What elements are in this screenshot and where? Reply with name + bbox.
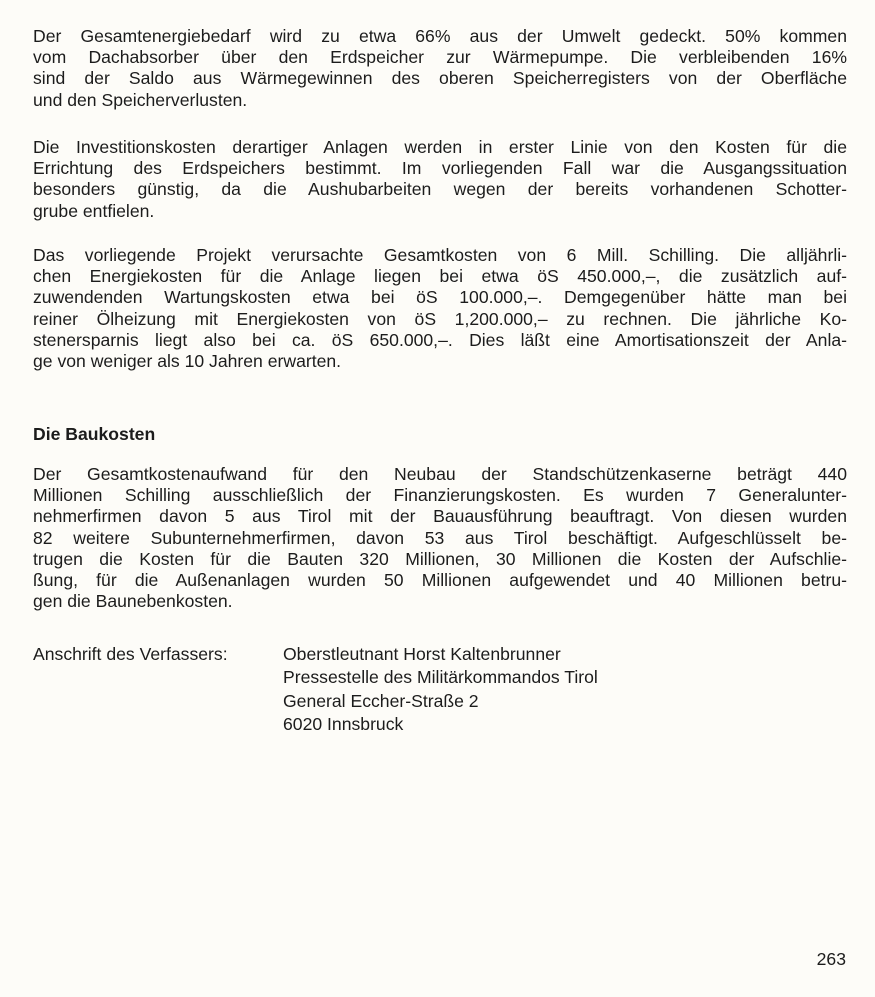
paragraph-construction-costs [33, 464, 847, 612]
text-line: grube entfielen. [33, 200, 155, 221]
text-line: Der Gesamtenergiebedarf wird zu etwa 66% aus der Umwelt gedeckt. 50% kommen [33, 26, 847, 46]
address-line: Pressestelle des Militärkommandos Tirol [283, 667, 598, 688]
text-line: und den Speicherverlusten. [33, 89, 248, 110]
text-line: ßung, für die Außenanlagen wurden 50 Millionen aufgewendet und 40 Millionen betru- [33, 569, 847, 590]
paragraph-investment-costs [33, 137, 847, 222]
text-line: trugen die Kosten für die Bauten 320 Millionen, 30 Millionen die Kosten der Aufschlie- [33, 548, 847, 569]
text-line: Das vorliegende Projekt verursachte Gesamtkosten von 6 Mill. Schilling. Die alljährli- [33, 245, 847, 265]
address-line: General Eccher-Straße 2 [283, 690, 479, 711]
paragraph-project-costs [33, 245, 847, 372]
section-heading: Die Baukosten [33, 424, 156, 444]
address-lines [283, 643, 598, 736]
address-line: Oberstleutnant Horst Kaltenbrunner [283, 644, 561, 664]
text-line: sind der Saldo aus Wärmegewinnen des oberen Speicherregisters von der Oberfläche [33, 68, 847, 89]
text-line: besonders günstig, da die Aushubarbeiten wegen der bereits vorhandenen Schotter- [33, 179, 847, 200]
text-line: vom Dachabsorber über den Erdspeicher zur Wärmepumpe. Die verbleibenden 16% [33, 47, 847, 68]
text-line: gen die Baunebenkosten. [33, 591, 233, 612]
text-line: stenersparnis liegt also bei ca. öS 650.000,–. Dies läßt eine Amortisationszeit der Anla- [33, 329, 847, 350]
address-line: 6020 Innsbruck [283, 713, 404, 734]
text-line: Errichtung des Erdspeichers bestimmt. Im vorliegenden Fall war die Ausgangssituation [33, 158, 847, 179]
text-line: Die Investitionskosten derartiger Anlagen werden in erster Linie von den Kosten für die [33, 137, 847, 157]
address-label: Anschrift des Verfassers: [33, 644, 228, 664]
paragraph-energy-demand [33, 26, 847, 111]
text-line: Millionen Schilling ausschließlich der Finanzierungskosten. Es wurden 7 Generalunter- [33, 485, 847, 506]
text-line: reiner Ölheizung mit Energiekosten von öS 1,200.000,– zu rechnen. Die jährliche Ko- [33, 308, 847, 329]
text-line: Der Gesamtkostenaufwand für den Neubau der Standschützenkaserne beträgt 440 [33, 464, 847, 484]
text-line: 82 weitere Subunternehmerfirmen, davon 53 aus Tirol beschäftigt. Aufgeschlüsselt be- [33, 527, 847, 548]
text-line: nehmerfirmen davon 5 aus Tirol mit der Bauausführung beauftragt. Von diesen wurden [33, 506, 847, 527]
text-line: chen Energiekosten für die Anlage liegen bei etwa öS 450.000,–, die zusätzlich auf- [33, 266, 847, 287]
page-number: 263 [816, 949, 846, 969]
text-line: zuwendenden Wartungskosten etwa bei öS 100.000,–. Demgegenüber hätte man bei [33, 287, 847, 308]
text-line: ge von weniger als 10 Jahren erwarten. [33, 350, 342, 371]
